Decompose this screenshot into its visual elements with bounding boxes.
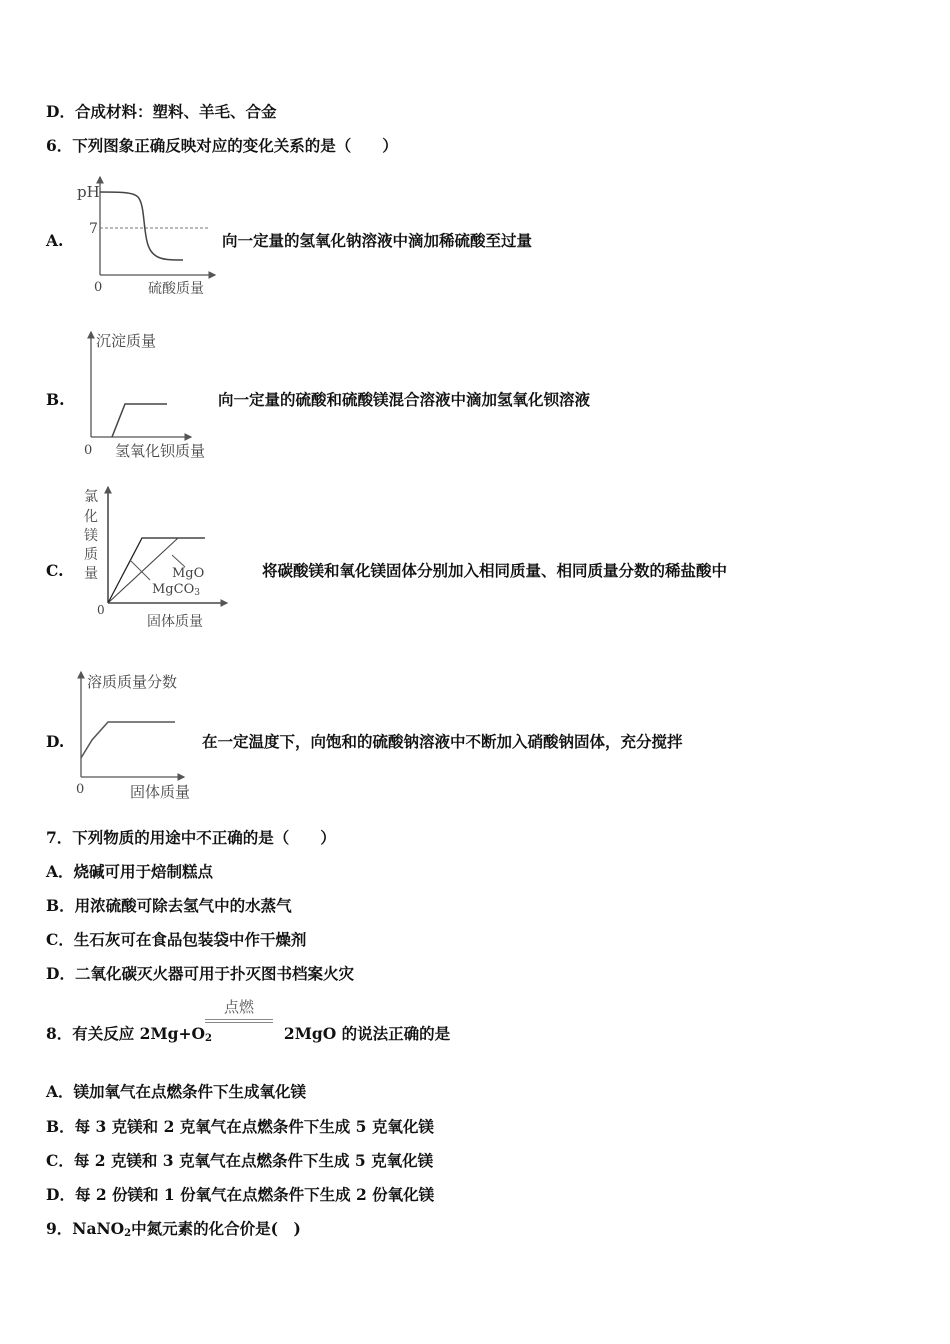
q9-stem-pre: 9．NaNO bbox=[46, 1219, 125, 1238]
mass-fraction-curve bbox=[81, 722, 175, 758]
mgco3-label-base: MgCO bbox=[152, 582, 195, 597]
ref-label: 7 bbox=[89, 221, 98, 237]
q7-stem: 7．下列物质的用途中不正确的是（ ） bbox=[46, 828, 336, 847]
x-label: 固体质量 bbox=[130, 783, 191, 801]
q6-option-c-letter: C. bbox=[46, 561, 64, 580]
q6-graph-c bbox=[75, 485, 235, 630]
y-label: 溶质质量分数 bbox=[87, 673, 178, 691]
reaction-equals-sign bbox=[205, 1019, 273, 1023]
q6-graph-a bbox=[75, 175, 220, 300]
origin-label: 0 bbox=[94, 280, 103, 295]
mgo-label: MgO bbox=[172, 566, 205, 581]
q6-option-a-text: 向一定量的氢氧化钠溶液中滴加稀硫酸至过量 bbox=[222, 231, 533, 250]
x-label: 氢氧化钡质量 bbox=[115, 442, 206, 460]
q9-stem-post: 中氮元素的化合价是( ) bbox=[131, 1219, 301, 1238]
q9-stem-sub: 2 bbox=[124, 1228, 132, 1239]
x-label: 固体质量 bbox=[147, 614, 203, 630]
x-label: 硫酸质量 bbox=[148, 281, 204, 297]
y-label-vertical bbox=[84, 489, 98, 582]
q6-option-d-text: 在一定温度下，向饱和的硫酸钠溶液中不断加入硝酸钠固体，充分搅拌 bbox=[202, 732, 683, 751]
y-label-char: 化 bbox=[84, 509, 98, 525]
q7-option-c: C．生石灰可在食品包装袋中作干燥剂 bbox=[46, 930, 307, 949]
q7-option-a: A．烧碱可用于焙制糕点 bbox=[46, 862, 214, 881]
origin-label: 0 bbox=[76, 782, 85, 797]
reaction-condition: 点燃 bbox=[223, 998, 254, 1016]
q8-option-c: C．每 2 克镁和 3 克氧气在点燃条件下生成 5 克氧化镁 bbox=[46, 1151, 434, 1170]
q5-option-d: D．合成材料：塑料、羊毛、合金 bbox=[46, 102, 277, 121]
q6-option-b-text: 向一定量的硫酸和硫酸镁混合溶液中滴加氢氧化钡溶液 bbox=[218, 390, 591, 409]
mgco3-label bbox=[152, 582, 200, 598]
origin-label: 0 bbox=[84, 443, 93, 458]
q8-stem-post: 2MgO 的说法正确的是 bbox=[283, 1024, 451, 1043]
q8-option-b: B．每 3 克镁和 2 克氧气在点燃条件下生成 5 克氧化镁 bbox=[46, 1117, 434, 1136]
q6-graph-b bbox=[75, 330, 225, 460]
mgco3-pointer bbox=[130, 560, 150, 580]
q6-stem: 6．下列图象正确反映对应的变化关系的是（ ） bbox=[46, 136, 398, 155]
q8-option-a: A．镁加氧气在点燃条件下生成氧化镁 bbox=[46, 1082, 307, 1101]
y-label-char: 氯 bbox=[84, 489, 98, 505]
y-label: pH bbox=[77, 183, 100, 201]
q8-stem-sub: 2 bbox=[204, 1033, 212, 1044]
y-label: 沉淀质量 bbox=[96, 332, 157, 350]
y-label-char: 质 bbox=[84, 547, 98, 563]
q8-stem bbox=[46, 1024, 450, 1049]
q9-stem bbox=[46, 1219, 301, 1244]
q8-stem-pre: 8．有关反应 2Mg+O bbox=[46, 1024, 205, 1043]
q6-option-d-letter: D. bbox=[46, 732, 65, 751]
y-label-char: 镁 bbox=[84, 528, 98, 544]
mgco3-label-sub: 3 bbox=[194, 588, 200, 598]
q6-option-a-letter: A. bbox=[46, 231, 64, 250]
q8-option-d: D．每 2 份镁和 1 份氧气在点燃条件下生成 2 份氧化镁 bbox=[46, 1185, 435, 1204]
q7-option-d: D．二氧化碳灭火器可用于扑灭图书档案火灾 bbox=[46, 964, 354, 983]
ph-curve bbox=[100, 192, 183, 260]
origin-label: 0 bbox=[97, 603, 105, 617]
q7-option-b: B．用浓硫酸可除去氢气中的水蒸气 bbox=[46, 896, 292, 915]
y-label-char: 量 bbox=[84, 566, 98, 582]
precipitate-curve bbox=[112, 404, 167, 437]
q6-option-c-text: 将碳酸镁和氧化镁固体分别加入相同质量、相同质量分数的稀盐酸中 bbox=[262, 561, 728, 580]
q6-option-b-letter: B. bbox=[46, 390, 65, 409]
